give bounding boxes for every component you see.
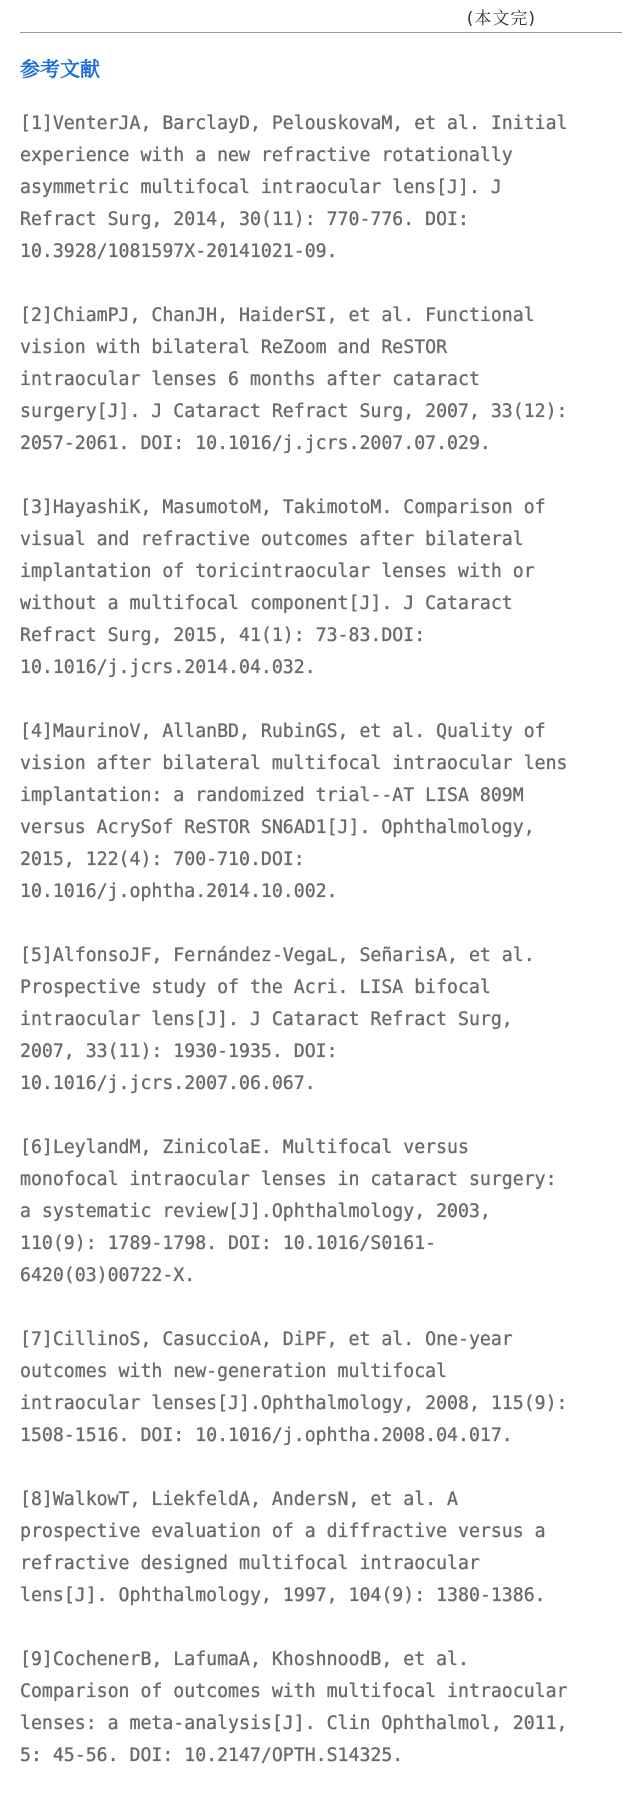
reference-line: surgery[J]. J Cataract Refract Surg, 2007, 33(12): bbox=[20, 401, 568, 422]
reference-line: 6420(03)00722-X. bbox=[20, 1265, 196, 1286]
reference-line: lenses: a meta-analysis[J]. Clin Ophthalmol, 2011, bbox=[20, 1713, 568, 1734]
reference-line: 2007, 33(11): 1930-1935. DOI: bbox=[20, 1041, 338, 1062]
reference-line: 2057-2061. DOI: 10.1016/j.jcrs.2007.07.029. bbox=[20, 433, 491, 454]
reference-line: [3]HayashiK, MasumotoM, TakimotoM. Comparison of bbox=[20, 497, 546, 518]
article-end-mark: (本文完) bbox=[466, 9, 536, 29]
reference-line: [6]LeylandM, ZinicolaE. Multifocal versus bbox=[20, 1137, 469, 1158]
reference-line: prospective evaluation of a diffractive versus a bbox=[20, 1521, 546, 1542]
reference-item bbox=[20, 492, 630, 684]
reference-item bbox=[20, 1132, 630, 1292]
reference-line: 5: 45-56. DOI: 10.2147/OPTH.S14325. bbox=[20, 1745, 404, 1766]
references-heading: 参考文献 bbox=[20, 57, 100, 81]
reference-line: vision with bilateral ReZoom and ReSTOR bbox=[20, 337, 448, 358]
reference-line: [7]CillinoS, CasuccioA, DiPF, et al. One-year bbox=[20, 1329, 513, 1350]
reference-line: intraocular lenses 6 months after cataract bbox=[20, 369, 480, 390]
reference-line: lens[J]. Ophthalmology, 1997, 104(9): 1380-1386. bbox=[20, 1585, 546, 1606]
reference-line: [2]ChiamPJ, ChanJH, HaiderSI, et al. Functional bbox=[20, 305, 535, 326]
reference-line: 10.1016/j.jcrs.2007.06.067. bbox=[20, 1073, 316, 1094]
reference-line: implantation: a randomized trial--AT LISA 809M bbox=[20, 785, 524, 806]
reference-line: Prospective study of the Acri. LISA bifocal bbox=[20, 977, 491, 998]
reference-line: Refract Surg, 2014, 30(11): 770-776. DOI: bbox=[20, 209, 469, 230]
reference-line: monofocal intraocular lenses in cataract surgery: bbox=[20, 1169, 557, 1190]
reference-line: versus AcrySof ReSTOR SN6AD1[J]. Ophthalmology, bbox=[20, 817, 535, 838]
reference-list bbox=[20, 108, 630, 1804]
reference-line: [8]WalkowT, LiekfeldA, AndersN, et al. A bbox=[20, 1489, 458, 1510]
reference-line: [5]AlfonsoJF, Fernández-VegaL, SeñarisA, et al. bbox=[20, 945, 535, 966]
reference-line: 1508-1516. DOI: 10.1016/j.ophtha.2008.04.017. bbox=[20, 1425, 513, 1446]
reference-line: 2015, 122(4): 700-710.DOI: bbox=[20, 849, 305, 870]
reference-line: Refract Surg, 2015, 41(1): 73-83.DOI: bbox=[20, 625, 426, 646]
reference-line: without a multifocal component[J]. J Cataract bbox=[20, 593, 513, 614]
reference-line: Comparison of outcomes with multifocal intraocular bbox=[20, 1681, 568, 1702]
reference-line: asymmetric multifocal intraocular lens[J]. J bbox=[20, 177, 502, 198]
reference-line: [1]VenterJA, BarclayD, PelouskovaM, et al. Initial bbox=[20, 113, 568, 134]
reference-line: outcomes with new-generation multifocal bbox=[20, 1361, 448, 1382]
reference-line: 10.3928/1081597X-20141021-09. bbox=[20, 241, 338, 262]
reference-item bbox=[20, 1324, 630, 1452]
reference-line: visual and refractive outcomes after bilateral bbox=[20, 529, 524, 550]
reference-item bbox=[20, 1644, 630, 1772]
reference-line: vision after bilateral multifocal intraocular lens bbox=[20, 753, 568, 774]
reference-line: experience with a new refractive rotationally bbox=[20, 145, 513, 166]
reference-line: 110(9): 1789-1798. DOI: 10.1016/S0161- bbox=[20, 1233, 437, 1254]
reference-item bbox=[20, 1484, 630, 1612]
reference-line: intraocular lens[J]. J Cataract Refract Surg, bbox=[20, 1009, 513, 1030]
reference-item bbox=[20, 940, 630, 1100]
reference-line: a systematic review[J].Ophthalmology, 2003, bbox=[20, 1201, 491, 1222]
reference-line: [4]MaurinoV, AllanBD, RubinGS, et al. Quality of bbox=[20, 721, 546, 742]
reference-line: 10.1016/j.jcrs.2014.04.032. bbox=[20, 657, 316, 678]
reference-line: implantation of toricintraocular lenses with or bbox=[20, 561, 535, 582]
reference-item bbox=[20, 300, 630, 460]
reference-line: [9]CochenerB, LafumaA, KhoshnoodB, et al. bbox=[20, 1649, 469, 1670]
reference-line: intraocular lenses[J].Ophthalmology, 2008, 115(9): bbox=[20, 1393, 568, 1414]
reference-line: refractive designed multifocal intraocular bbox=[20, 1553, 480, 1574]
reference-line: 10.1016/j.ophtha.2014.10.002. bbox=[20, 881, 338, 902]
reference-item bbox=[20, 108, 630, 268]
reference-item bbox=[20, 716, 630, 908]
divider-line bbox=[20, 32, 622, 33]
